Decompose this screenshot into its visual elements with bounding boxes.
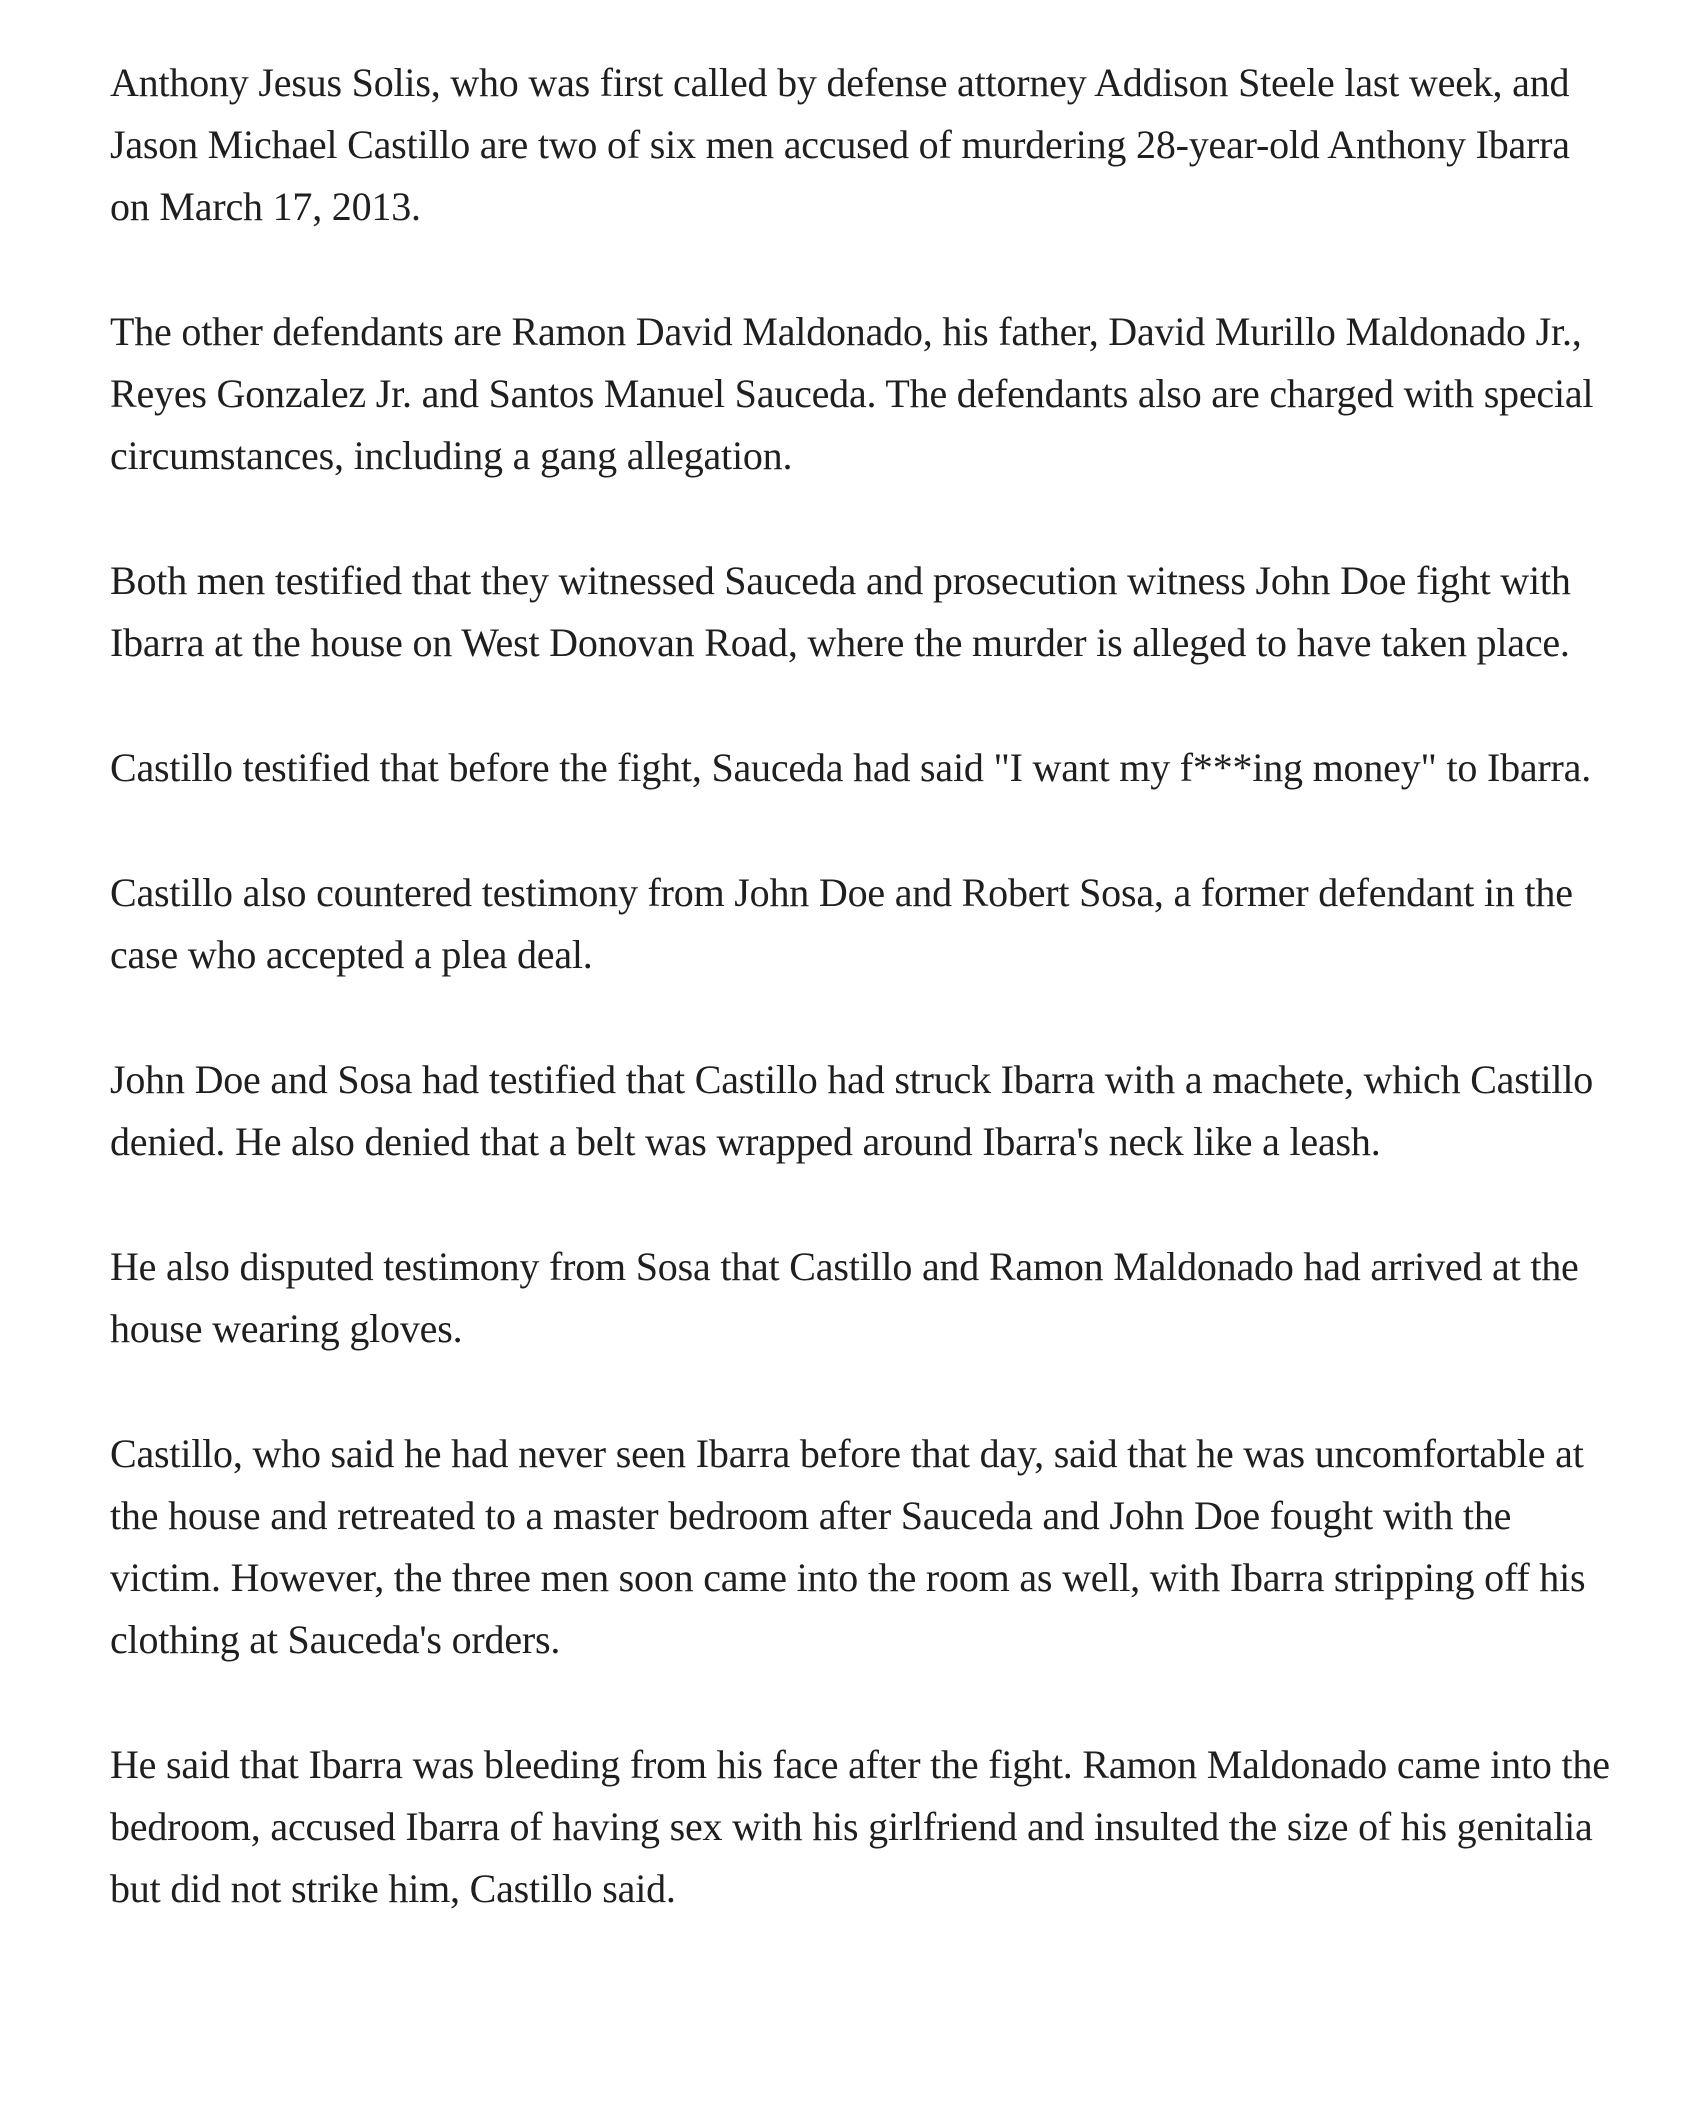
article-paragraph-4: Castillo testified that before the fight, Sauceda had said "I want my f***ing money" to Ibarra. xyxy=(110,745,1592,790)
article-paragraph-1: Anthony Jesus Solis, who was first called by defense attorney Addison Steele last week, and Jason Michael Castillo are two of six men accused of murdering 28-year-old Anthony Ibarra on March 17, 2013. xyxy=(110,60,1570,229)
article-paragraph-5: Castillo also countered testimony from John Doe and Robert Sosa, a former defendant in the case who accepted a plea deal. xyxy=(110,870,1573,977)
article-paragraph-2: The other defendants are Ramon David Maldonado, his father, David Murillo Maldonado Jr., Reyes Gonzalez Jr. and Santos Manuel Sauceda. The defendants also are charged with special circumstances, including a gang allegation. xyxy=(110,309,1594,478)
article-paragraph-6: John Doe and Sosa had testified that Castillo had struck Ibarra with a machete, which Castillo denied. He also denied that a belt was wrapped around Ibarra's neck like a leash. xyxy=(110,1057,1594,1164)
article-paragraph-8: Castillo, who said he had never seen Ibarra before that day, said that he was uncomfortable at the house and retreated to a master bedroom after Sauceda and John Doe fought with the victim. However, the three men soon came into the room as well, with Ibarra stripping off his clothing at Sauceda's orders. xyxy=(110,1431,1586,1662)
article-paragraph-7: He also disputed testimony from Sosa that Castillo and Ramon Maldonado had arrived at the house wearing gloves. xyxy=(110,1244,1579,1351)
article-body xyxy=(110,52,1610,1920)
article-paragraph-3: Both men testified that they witnessed Sauceda and prosecution witness John Doe fight with Ibarra at the house on West Donovan Road, where the murder is alleged to have taken place. xyxy=(110,558,1571,665)
article-paragraph-9: He said that Ibarra was bleeding from his face after the fight. Ramon Maldonado came into the bedroom, accused Ibarra of having sex with his girlfriend and insulted the size of his genitalia but did not strike him, Castillo said. xyxy=(110,1742,1610,1911)
